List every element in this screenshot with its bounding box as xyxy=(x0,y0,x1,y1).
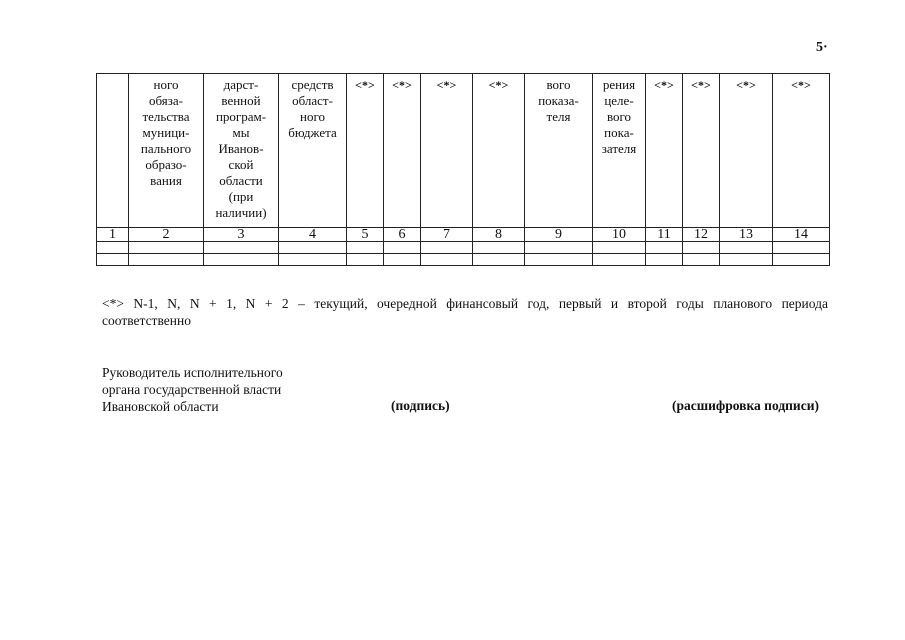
table-header-text: средств xyxy=(291,77,334,92)
table-cell xyxy=(473,242,525,254)
table-header-text: ской xyxy=(228,157,254,172)
table-header-text: венной xyxy=(221,93,261,108)
table-header-text: <*> xyxy=(392,78,412,92)
signer-position xyxy=(102,364,283,415)
table-header-text: дарст- xyxy=(223,77,259,92)
column-number-cell: 10 xyxy=(593,228,646,242)
table-header-text: рения xyxy=(602,77,636,92)
table-header-text: теля xyxy=(546,109,571,124)
table-header-text: наличии) xyxy=(215,205,267,220)
table-header-text: муници- xyxy=(142,125,190,140)
table-cell xyxy=(129,254,204,266)
table-header-cell xyxy=(473,74,525,228)
signer-position-line: Руководитель исполнительного xyxy=(102,365,283,380)
table-header-text: програм- xyxy=(215,109,267,124)
table-header-text: образо- xyxy=(145,157,187,172)
column-number-cell: 2 xyxy=(129,228,204,242)
table-header-text: обяза- xyxy=(148,93,183,108)
table-header-text: целе- xyxy=(604,93,634,108)
table-cell xyxy=(473,254,525,266)
signer-position-line: органа государственной власти xyxy=(102,382,282,397)
table-header-cell xyxy=(593,74,646,228)
table-header-text: тельства xyxy=(142,109,190,124)
table-cell xyxy=(720,254,773,266)
table-cell xyxy=(720,242,773,254)
table-header-cell xyxy=(347,74,384,228)
table-header-text: <*> xyxy=(736,78,756,92)
footnote-line: соответственно xyxy=(102,313,191,328)
table-cell xyxy=(646,254,683,266)
column-number-cell: 6 xyxy=(384,228,421,242)
table-header-cell xyxy=(646,74,683,228)
table-row xyxy=(97,254,830,266)
table-header-text: вания xyxy=(150,173,182,188)
table-header-cell xyxy=(97,74,129,228)
table-header-text: Иванов- xyxy=(218,141,264,156)
table-cell xyxy=(683,242,720,254)
table-header-cell xyxy=(773,74,830,228)
table-header-text: <*> xyxy=(691,78,711,92)
column-number-cell: 9 xyxy=(525,228,593,242)
table-header-text: ного xyxy=(300,109,325,124)
signature-label: (подпись) xyxy=(391,398,450,413)
column-number-cell: 8 xyxy=(473,228,525,242)
table-cell xyxy=(646,242,683,254)
table-header-cell xyxy=(683,74,720,228)
column-number-cell: 11 xyxy=(646,228,683,242)
column-number-cell: 1 xyxy=(97,228,129,242)
column-number-cell: 4 xyxy=(279,228,347,242)
table-header-text: <*> xyxy=(654,78,674,92)
table-cell xyxy=(773,254,830,266)
table-header-cell xyxy=(279,74,347,228)
table-cell xyxy=(384,254,421,266)
table-header-cell xyxy=(421,74,473,228)
table-header-text: <*> xyxy=(436,78,457,92)
table-header-cell xyxy=(384,74,421,228)
footnote xyxy=(102,295,828,329)
table-cell xyxy=(421,242,473,254)
table-header-row xyxy=(97,74,830,228)
table-header-text: област- xyxy=(292,93,333,108)
table-cell xyxy=(525,242,593,254)
table-row xyxy=(97,242,830,254)
report-table xyxy=(96,73,830,266)
table-header-text: <*> xyxy=(355,78,375,92)
table-cell xyxy=(97,254,129,266)
table-header-cell xyxy=(204,74,279,228)
column-number-cell: 7 xyxy=(421,228,473,242)
table-cell xyxy=(773,242,830,254)
column-number-cell: 13 xyxy=(720,228,773,242)
table-cell xyxy=(593,254,646,266)
table-cell xyxy=(279,242,347,254)
table-header-text: <*> xyxy=(791,78,811,92)
table-cell xyxy=(347,254,384,266)
table-cell xyxy=(204,254,279,266)
table-header-text: пального xyxy=(140,141,192,156)
table-cell xyxy=(421,254,473,266)
page-number: 5· xyxy=(816,40,828,55)
table-header-cell xyxy=(720,74,773,228)
table-header-cell xyxy=(525,74,593,228)
table-header-text: области xyxy=(219,173,263,188)
table-header-text: <*> xyxy=(488,78,509,92)
table-header-text: пока- xyxy=(604,125,634,140)
table-header-text: ного xyxy=(153,77,179,92)
table-header-text: бюджета xyxy=(288,125,337,140)
table-header-text: (при xyxy=(228,189,254,204)
column-number-cell: 12 xyxy=(683,228,720,242)
table-header-text: вого xyxy=(546,77,571,92)
table-header-text: показа- xyxy=(538,93,579,108)
signer-position-line: Ивановской области xyxy=(102,399,219,414)
table-cell xyxy=(129,242,204,254)
column-number-cell: 5 xyxy=(347,228,384,242)
column-number-cell: 3 xyxy=(204,228,279,242)
column-number-row xyxy=(97,228,830,242)
table-cell xyxy=(204,242,279,254)
signature-decode-label: (расшифровка подписи) xyxy=(672,398,819,413)
table-header-text: зателя xyxy=(601,141,637,156)
table-cell xyxy=(97,242,129,254)
table-cell xyxy=(593,242,646,254)
table-cell xyxy=(347,242,384,254)
table-header-cell xyxy=(129,74,204,228)
table-cell xyxy=(384,242,421,254)
column-number-cell: 14 xyxy=(773,228,830,242)
table-cell xyxy=(279,254,347,266)
table-header-text: вого xyxy=(606,109,632,124)
table-cell xyxy=(683,254,720,266)
table-cell xyxy=(525,254,593,266)
footnote-line: <*> N-1, N, N + 1, N + 2 – текущий, очередной финансовый год, первый и второй годы планового периода xyxy=(102,296,828,311)
table-header-text: мы xyxy=(232,125,250,140)
